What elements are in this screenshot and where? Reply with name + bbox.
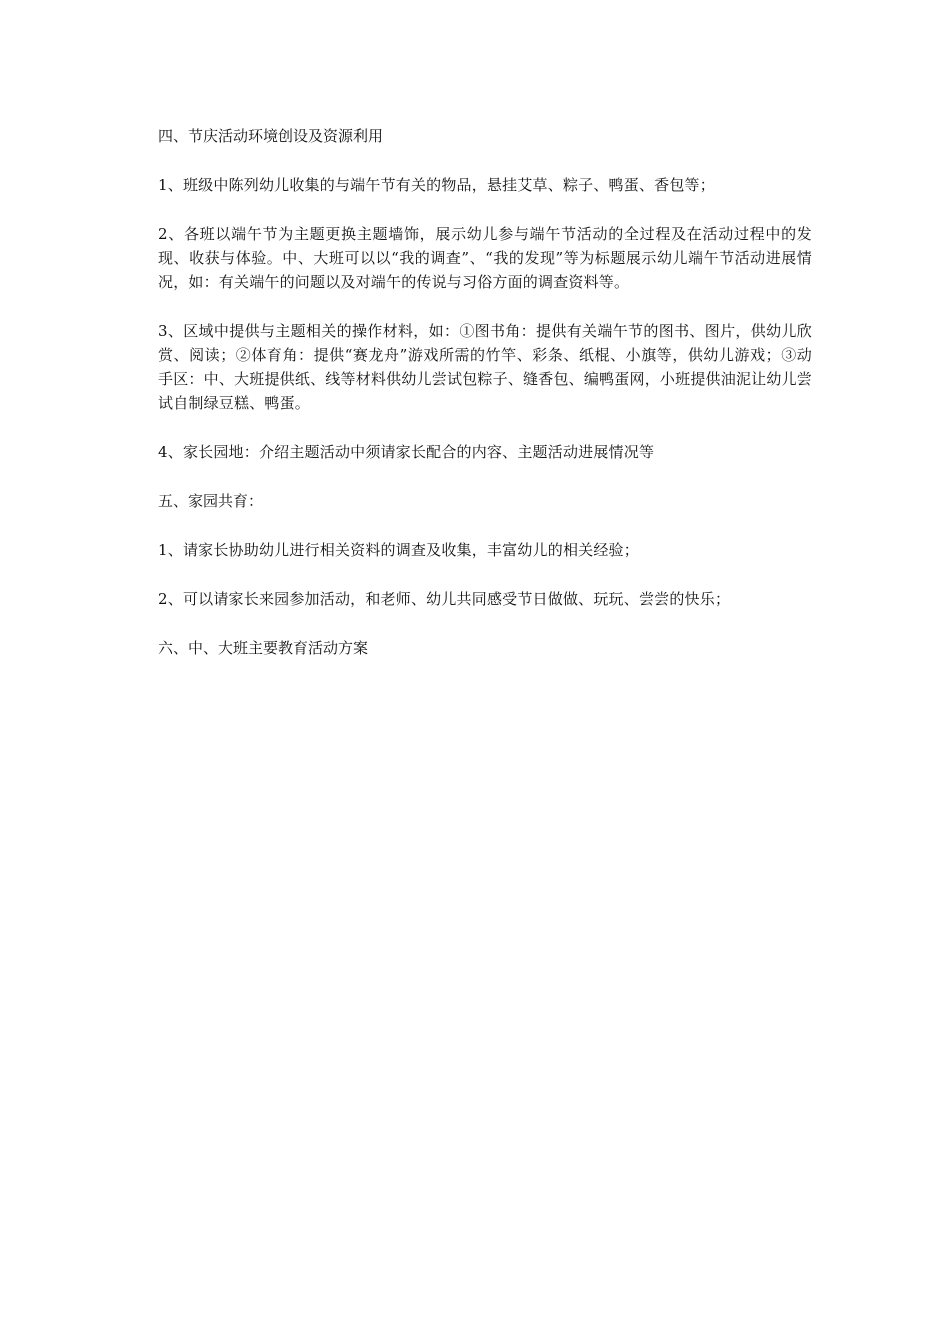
- section-5-heading: 五、家园共育：: [158, 492, 264, 510]
- section-4-item-2: 2、各班以端午节为主题更换主题墙饰，展示幼儿参与端午节活动的全过程及在活动过程中的发现、收获与体验。中、大班可以以“我的调查”、“我的发现”等为标题展示幼儿端午节活动进展情况，如：有关端午的问题以及对端午的传说与习俗方面的调查资料等。: [158, 225, 812, 291]
- section-4-heading: 四、节庆活动环境创设及资源利用: [158, 127, 384, 145]
- section-5-item-1: 1、请家长协助幼儿进行相关资料的调查及收集，丰富幼儿的相关经验；: [158, 541, 639, 559]
- section-4-item-4: 4、家长园地：介绍主题活动中须请家长配合的内容、主题活动进展情况等: [158, 443, 655, 461]
- section-6-heading: 六、中、大班主要教育活动方案: [158, 639, 369, 657]
- section-4-item-1: 1、班级中陈列幼儿收集的与端午节有关的物品，悬挂艾草、粽子、鸭蛋、香包等；: [158, 176, 715, 194]
- document-body: [158, 124, 812, 685]
- section-4-item-3: 3、区域中提供与主题相关的操作材料，如：①图书角：提供有关端午节的图书、图片，供幼儿欣赏、阅读；②体育角：提供“赛龙舟”游戏所需的竹竿、彩条、纸棍、小旗等，供幼儿游戏；③动手区：中、大班提供纸、线等材料供幼儿尝试包粽子、缝香包、编鸭蛋网，小班提供油泥让幼儿尝试自制绿豆糕、鸭蛋。: [158, 322, 812, 412]
- section-5-item-2: 2、可以请家长来园参加活动，和老师、幼儿共同感受节日做做、玩玩、尝尝的快乐；: [158, 590, 731, 608]
